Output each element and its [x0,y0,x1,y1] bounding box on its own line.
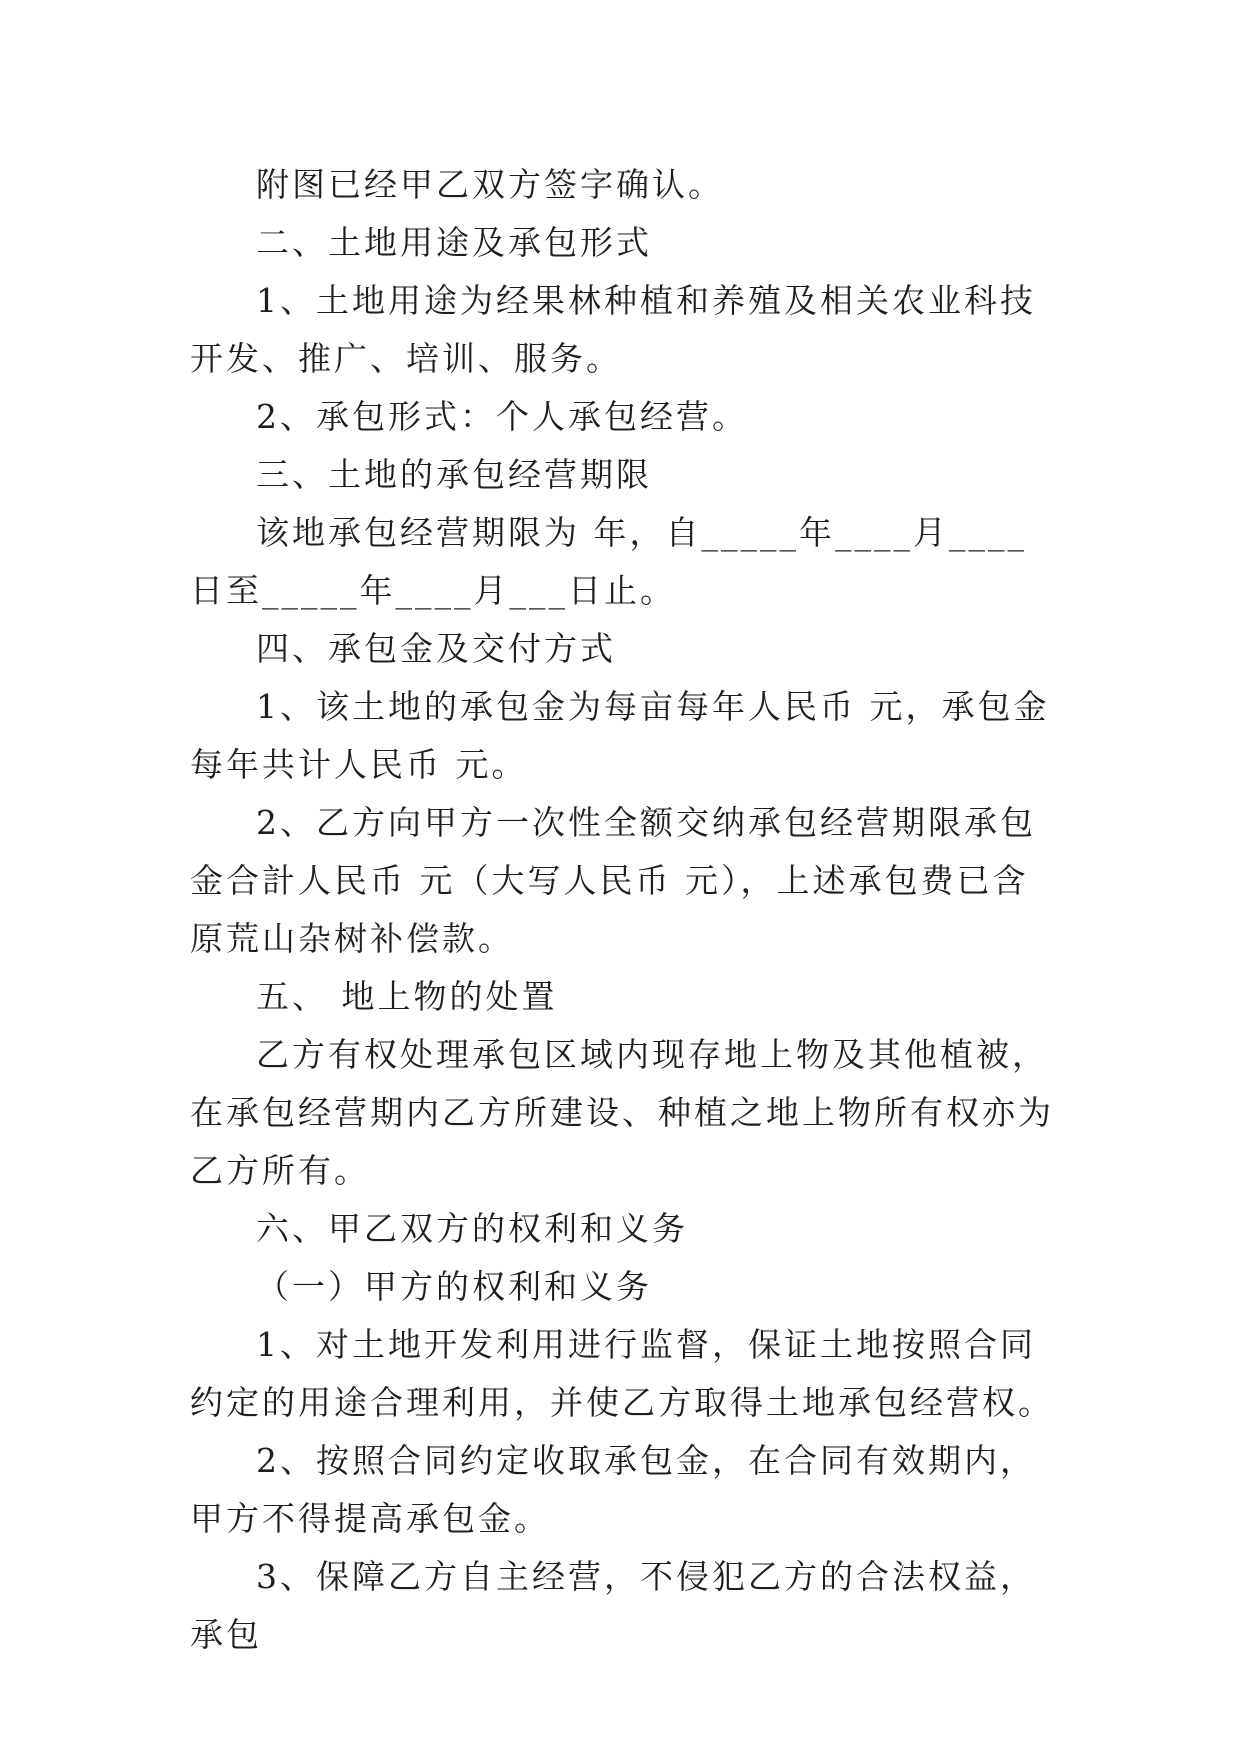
heading-land-use: 二、土地用途及承包形式 [256,223,652,262]
paragraph-ground-objects: 乙方有权处理承包区域内现存地上物及其他植被，在承包经营期内乙方所建设、种植之地上物所有权亦为乙方所有。 [190,1035,1054,1190]
paragraph-contract-form: 2、承包形式：个人承包经营。 [256,397,748,436]
heading-rights-obligations: 六、甲乙双方的权利和义务 [256,1209,688,1248]
document-body [190,156,1060,1664]
heading-payment: 四、承包金及交付方式 [256,629,616,668]
paragraph-attachment-confirmed: 附图已经甲乙双方签字确认。 [256,165,724,204]
paragraph-supervision: 1、对土地开发利用进行监督，保证土地按照合同约定的用途合理利用，并使乙方取得土地承包经营权。 [190,1325,1054,1422]
paragraph-contract-term-dates: 该地承包经营期限为 年，自_____年____月____日至_____年____月___日止。 [190,513,1027,610]
heading-ground-objects: 五、 地上物的处置 [256,977,558,1016]
heading-contract-term: 三、土地的承包经营期限 [256,455,652,494]
subheading-party-a-rights: （一）甲方的权利和义务 [256,1267,652,1306]
paragraph-land-use-purpose: 1、土地用途为经果林种植和养殖及相关农业科技开发、推广、培训、服务。 [190,281,1036,378]
paragraph-collect-rent: 2、按照合同约定收取承包金，在合同有效期内，甲方不得提高承包金。 [190,1441,1036,1538]
paragraph-autonomy: 3、保障乙方自主经营，不侵犯乙方的合法权益，承包 [190,1557,1036,1654]
paragraph-rent-per-mu: 1、该土地的承包金为每亩每年人民币 元，承包金每年共计人民币 元。 [190,687,1050,784]
paragraph-lump-sum-payment: 2、乙方向甲方一次性全额交纳承包经营期限承包金合計人民币 元（大写人民币 元），上述承包费已含原荒山杂树补偿款。 [190,803,1036,958]
